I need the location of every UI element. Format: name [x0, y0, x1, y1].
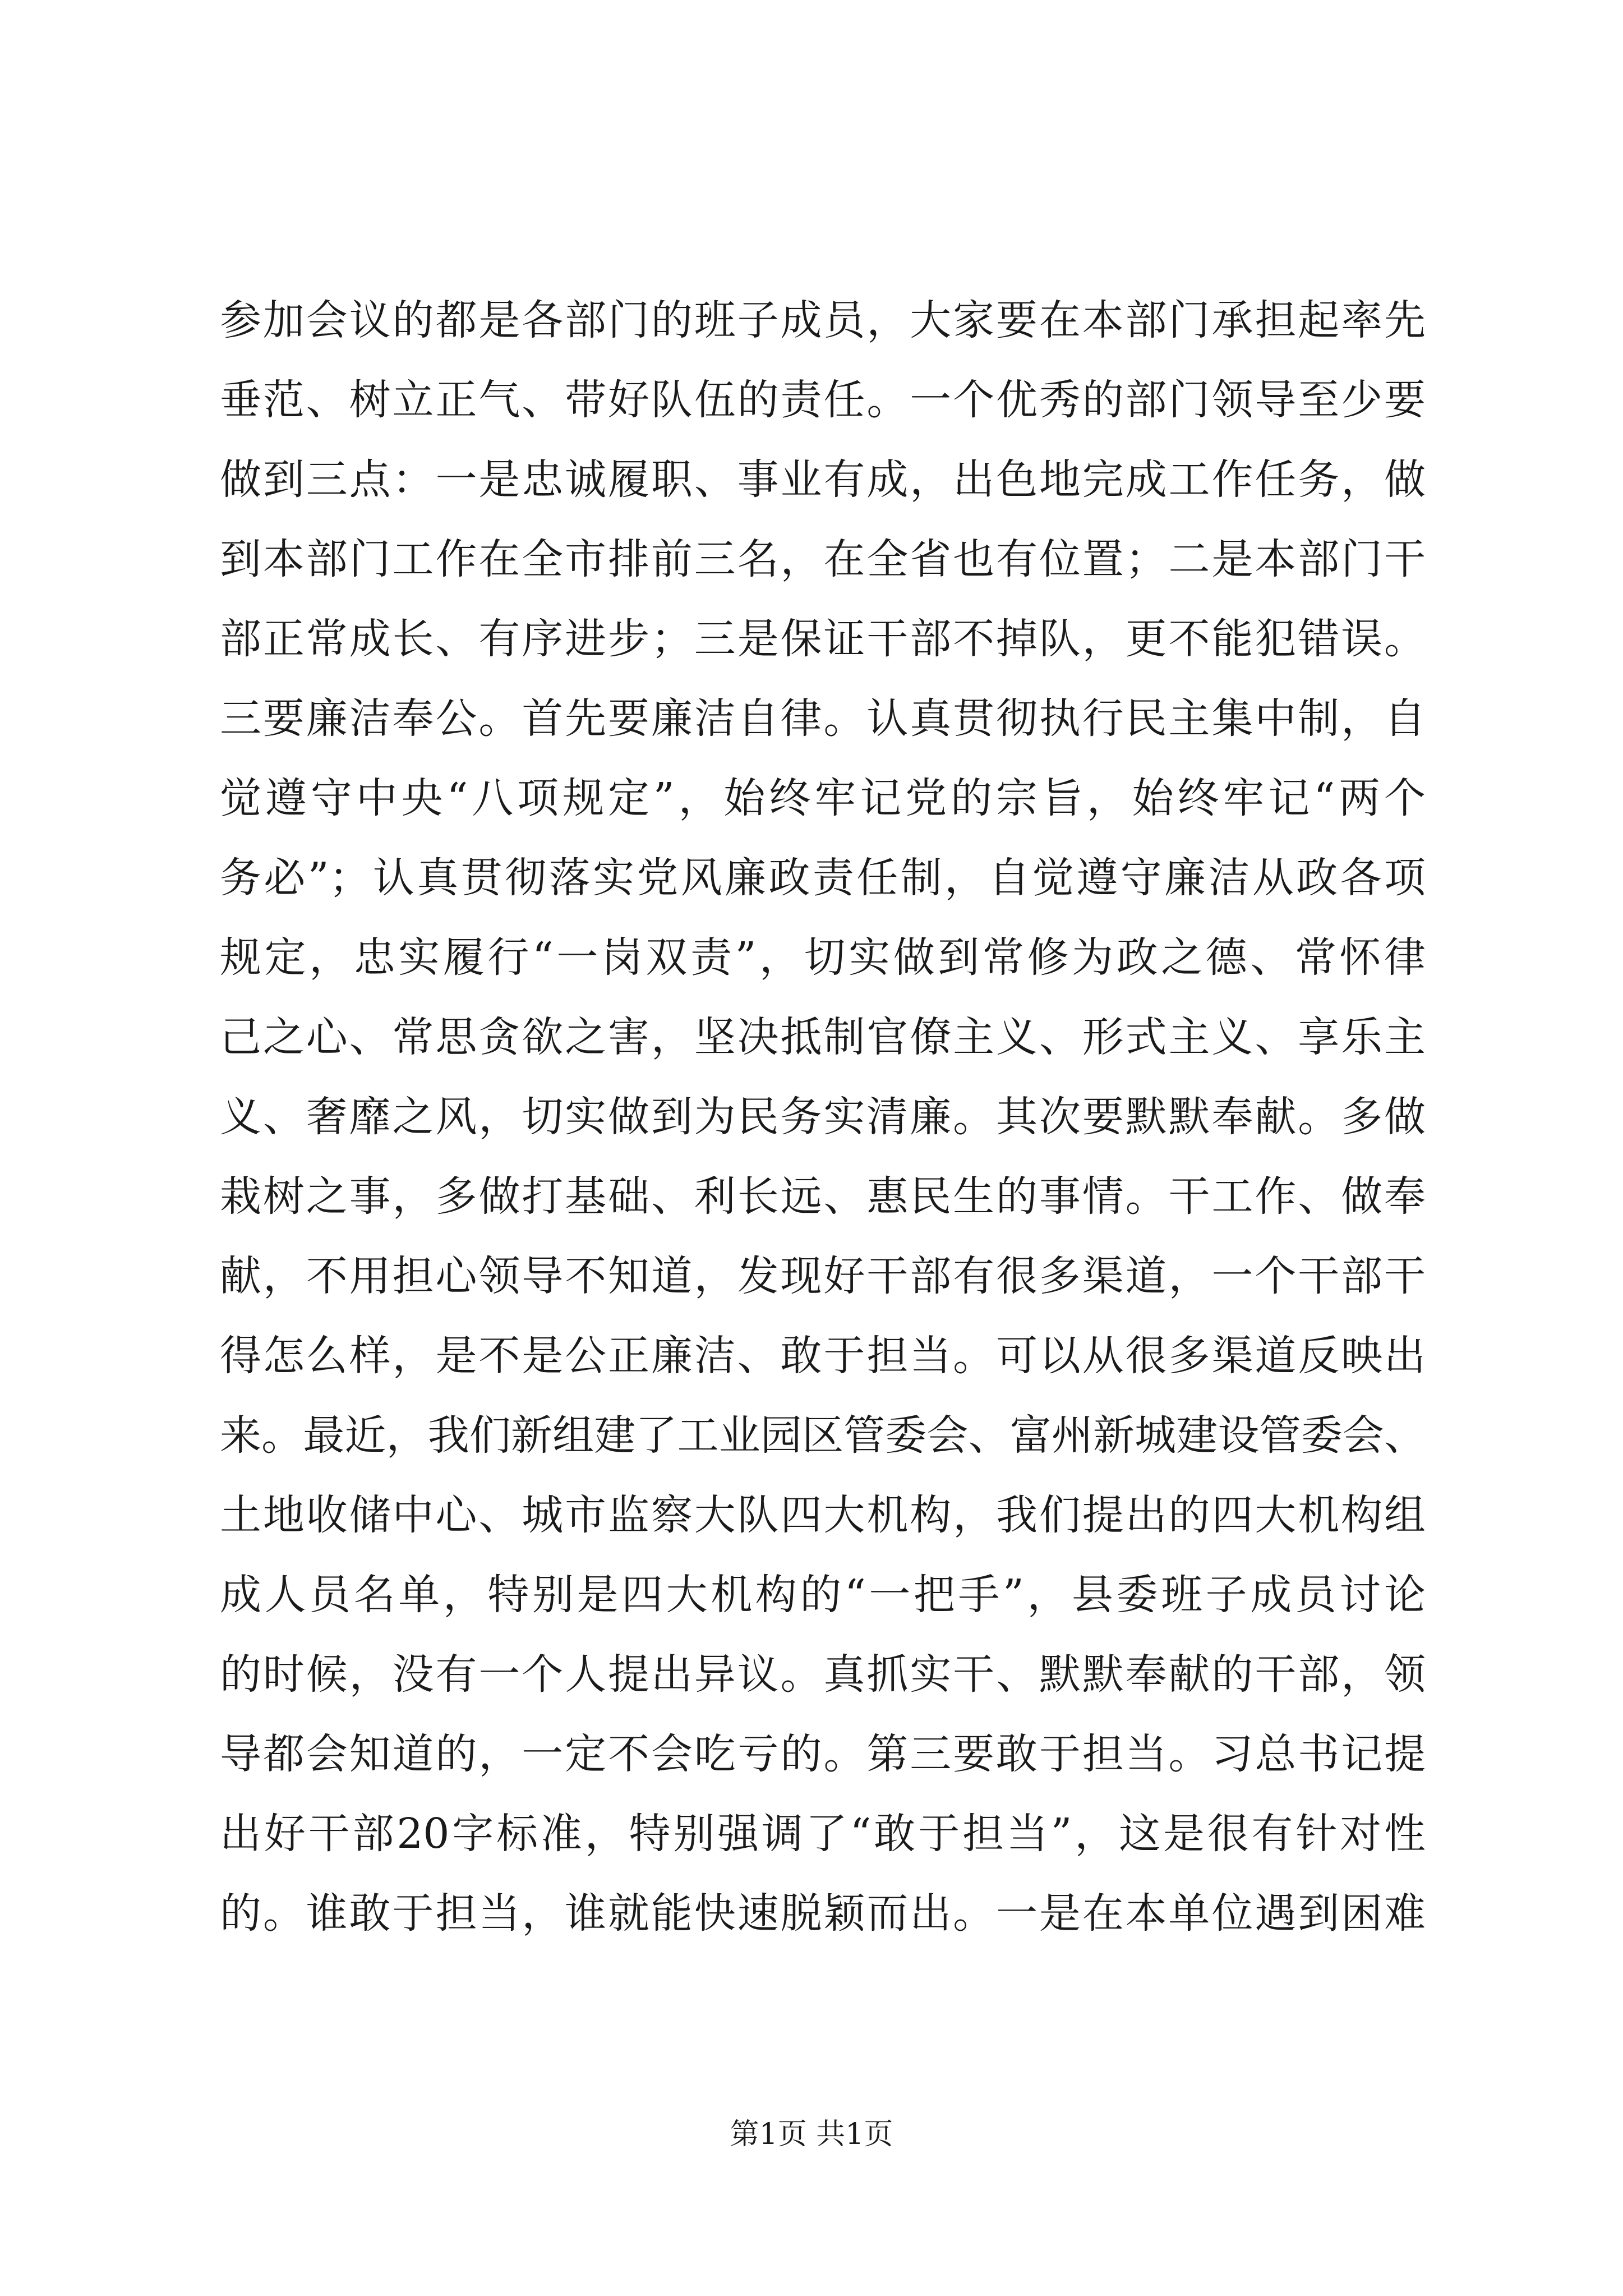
text-line: 义、奢靡之风，切实做到为民务实清廉。其次要默默奉献。多做 — [220, 1093, 1426, 1141]
text-line: 垂范、树立正气、带好队伍的责任。一个优秀的部门领导至少要 — [220, 376, 1426, 424]
text-line: 来。最近，我们新组建了工业园区管委会、富州新城建设管委会、 — [220, 1411, 1426, 1460]
text-line: 做到三点：一是忠诚履职、事业有成，出色地完成工作任务，做 — [220, 455, 1426, 504]
text-line: 三要廉洁奉公。首先要廉洁自律。认真贯彻执行民主集中制，自 — [220, 694, 1426, 743]
text-line: 导都会知道的，一定不会吃亏的。第三要敢于担当。习总书记提 — [220, 1730, 1426, 1778]
text-line: 土地收储中心、城市监察大队四大机构，我们提出的四大机构组 — [220, 1491, 1426, 1539]
text-line: 部正常成长、有序进步；三是保证干部不掉队，更不能犯错误。 — [220, 615, 1426, 663]
text-line: 成人员名单，特别是四大机构的“一把手”，县委班子成员讨论 — [220, 1571, 1426, 1619]
text-line: 参加会议的都是各部门的班子成员，大家要在本部门承担起率先 — [220, 296, 1426, 344]
text-line: 到本部门工作在全市排前三名，在全省也有位置；二是本部门干 — [220, 535, 1426, 583]
text-line: 务必”；认真贯彻落实党风廉政责任制，自觉遵守廉洁从政各项 — [220, 854, 1426, 902]
text-line: 出好干部20字标准，特别强调了“敢于担当”，这是很有针对性 — [220, 1810, 1426, 1858]
text-line: 的时候，没有一个人提出异议。真抓实干、默默奉献的干部，领 — [220, 1650, 1426, 1699]
page-footer: 第1页 共1页 — [730, 2118, 893, 2151]
text-line: 栽树之事，多做打基础、利长远、惠民生的事情。干工作、做奉 — [220, 1172, 1426, 1221]
body-text — [220, 280, 1426, 1953]
text-line: 献，不用担心领导不知道，发现好干部有很多渠道，一个干部干 — [220, 1252, 1426, 1300]
text-line: 己之心、常思贪欲之害，坚决抵制官僚主义、形式主义、享乐主 — [220, 1013, 1426, 1061]
text-line: 的。谁敢于担当，谁就能快速脱颖而出。一是在本单位遇到困难 — [220, 1889, 1426, 1938]
text-line: 得怎么样，是不是公正廉洁、敢于担当。可以从很多渠道反映出 — [220, 1332, 1426, 1380]
text-line: 规定，忠实履行“一岗双责”，切实做到常修为政之德、常怀律 — [220, 933, 1426, 982]
text-line: 觉遵守中央“八项规定”，始终牢记党的宗旨，始终牢记“两个 — [220, 774, 1426, 822]
